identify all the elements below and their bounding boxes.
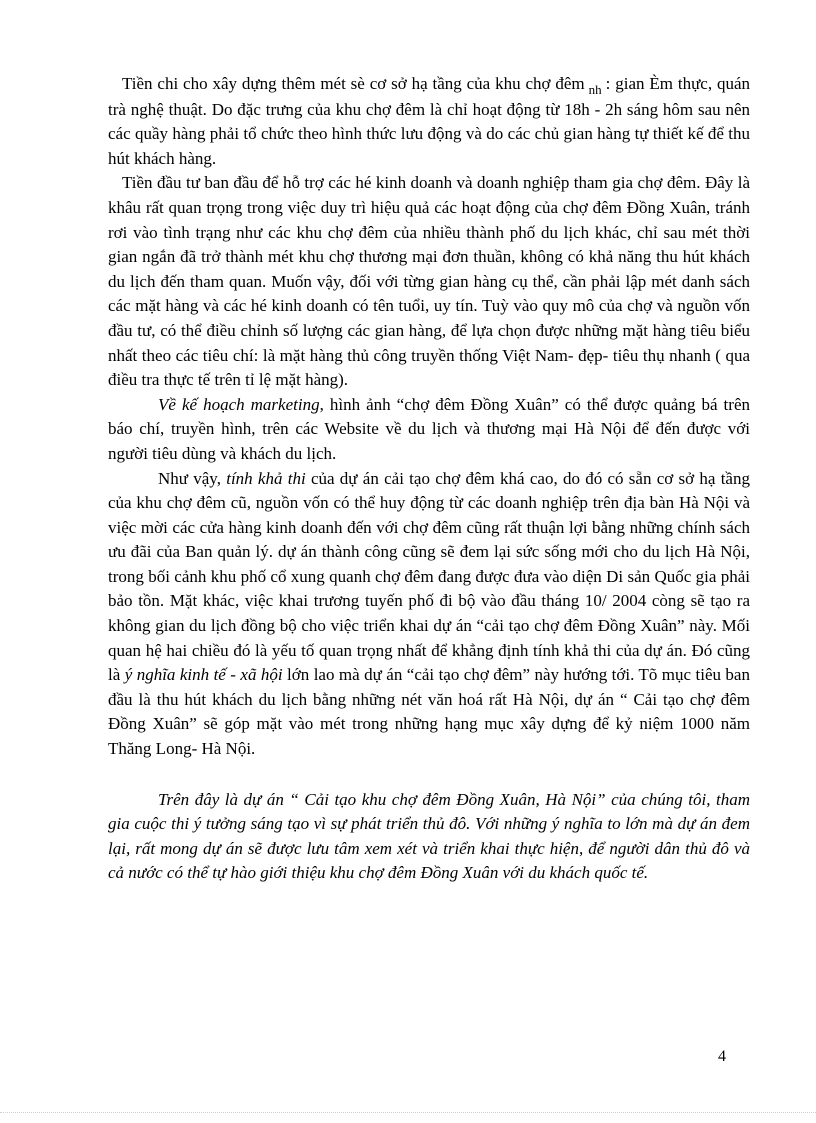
paragraph-feasibility [108,467,750,762]
paragraph-text: Tiền chi cho xây dựng thêm mét sè cơ sở hạ tầng của khu chợ đêm [122,74,585,93]
paragraph-infrastructure-cost [108,72,750,171]
page-number: 4 [718,1048,726,1065]
document-body [108,72,750,903]
paragraph-text: : gian Èm thực, quán trà nghệ thuật. Do đặc trưng của khu chợ đêm là chỉ hoạt động từ 18h - 2h sáng hôm sau nên các quầy hàng phải tổ chức theo hình thức lưu động và do các chủ gian hàng tự thiết kế để thu hút khách hàng. [108,74,750,168]
italic-heading-marketing: Về kế hoạch marketing [158,394,320,414]
italic-feasibility: tính khả thi [226,468,306,488]
subscript-fragment: nh [588,82,602,97]
paragraph-initial-investment: Tiền đầu tư ban đầu để hỗ trợ các hé kinh doanh và doanh nghiệp tham gia chợ đêm. Đây là khâu rất quan trọng trong việc duy trì hiệu quả các hoạt động của chợ đêm Đồng Xuân, tránh rơi vào tình trạng như các khu chợ đêm của nhiều thành phố du lịch khác, chỉ sau mét thời gian ngắn đã trở thành mét khu chợ thương mại đơn thuần, không có khả năng thu hút khách du lịch đến tham quan. Muốn vậy, đối với từng gian hàng cụ thể, cần phải lập mét danh sách các mặt hàng và các hé kinh doanh có tên tuổi, uy tín. Tuỳ vào quy mô của chợ và nguồn vốn đầu tư, có thể điều chỉnh số lượng các gian hàng, để lựa chọn được những mặt hàng tiêu biểu nhất theo các tiêu chí: là mặt hàng thủ công truyền thống Việt Nam- đẹp- tiêu thụ nhanh ( qua điều tra thực tế trên tỉ lệ mặt hàng). [108,173,750,390]
closing-paragraph: Trên đây là dự án “ Cải tạo khu chợ đêm Đồng Xuân, Hà Nội” của chúng tôi, tham gia cuộc thi ý tưởng sáng tạo vì sự phát triển thủ đô. Với những ý nghĩa to lớn mà dự án đem lại, rất mong dự án sẽ được lưu tâm xem xét và triển khai thực hiện, để người dân thủ đô và cả nước có thể tự hào giới thiệu khu chợ đêm Đồng Xuân với du khách quốc tế. [108,789,750,883]
italic-socioeconomic: ý nghĩa kinh tế - xã hội [124,665,283,685]
paragraph-text: Như vậy, [158,468,227,488]
paragraph-text: của dự án cải tạo chợ đêm khá cao, do đó có sẵn cơ sở hạ tầng của khu chợ đêm cũ, nguồn vốn có thể huy động từ các doanh nghiệp trên địa bàn Hà Nội và việc mời các cửa hàng kinh doanh đến với chợ đêm cũng rất thuận lợi bằng những chính sách ưu đãi của Ban quản lý. dự án thành công cũng sẽ đem lại sức sống mới cho du lịch Hà Nội, trong bối cảnh khu phố cổ xung quanh chợ đêm đang được đưa vào diện Di sản Quốc gia phải bảo tồn. Mặt khác, việc khai trương tuyến phố đi bộ vào đầu tháng 10/ 2004 còng sẽ tạo ra không gian du lịch đồng bộ cho việc triển khai dự án “cải tạo chợ đêm Đồng Xuân” này. Mối quan hệ hai chiều đó là yếu tố quan trọng nhất để khẳng định tính khả thi của dự án. Đó cũng là [108,468,750,685]
paragraph-marketing [108,393,750,467]
paragraph-text: , hình ảnh “chợ đêm Đồng Xuân” có thể được quảng bá trên báo chí, truyền hình, trên các Website về du lịch và thương mại Hà Nội để đến được với người tiêu dùng và khách du lịch. [108,394,750,463]
paragraph-text: lớn lao mà dự án “cải tạo chợ đêm” này hướng tới. Tõ mục tiêu ban đầu là thu hút khách du lịch bằng những nét văn hoá rất Hà Nội, dự án “ Cải tạo chợ đêm Đồng Xuân” sẽ góp mặt vào mét trong những hạng mục xây dựng để kỷ niệm 1000 năm Thăng Long- Hà Nội. [108,665,750,759]
page-bottom-divider [0,1112,816,1113]
